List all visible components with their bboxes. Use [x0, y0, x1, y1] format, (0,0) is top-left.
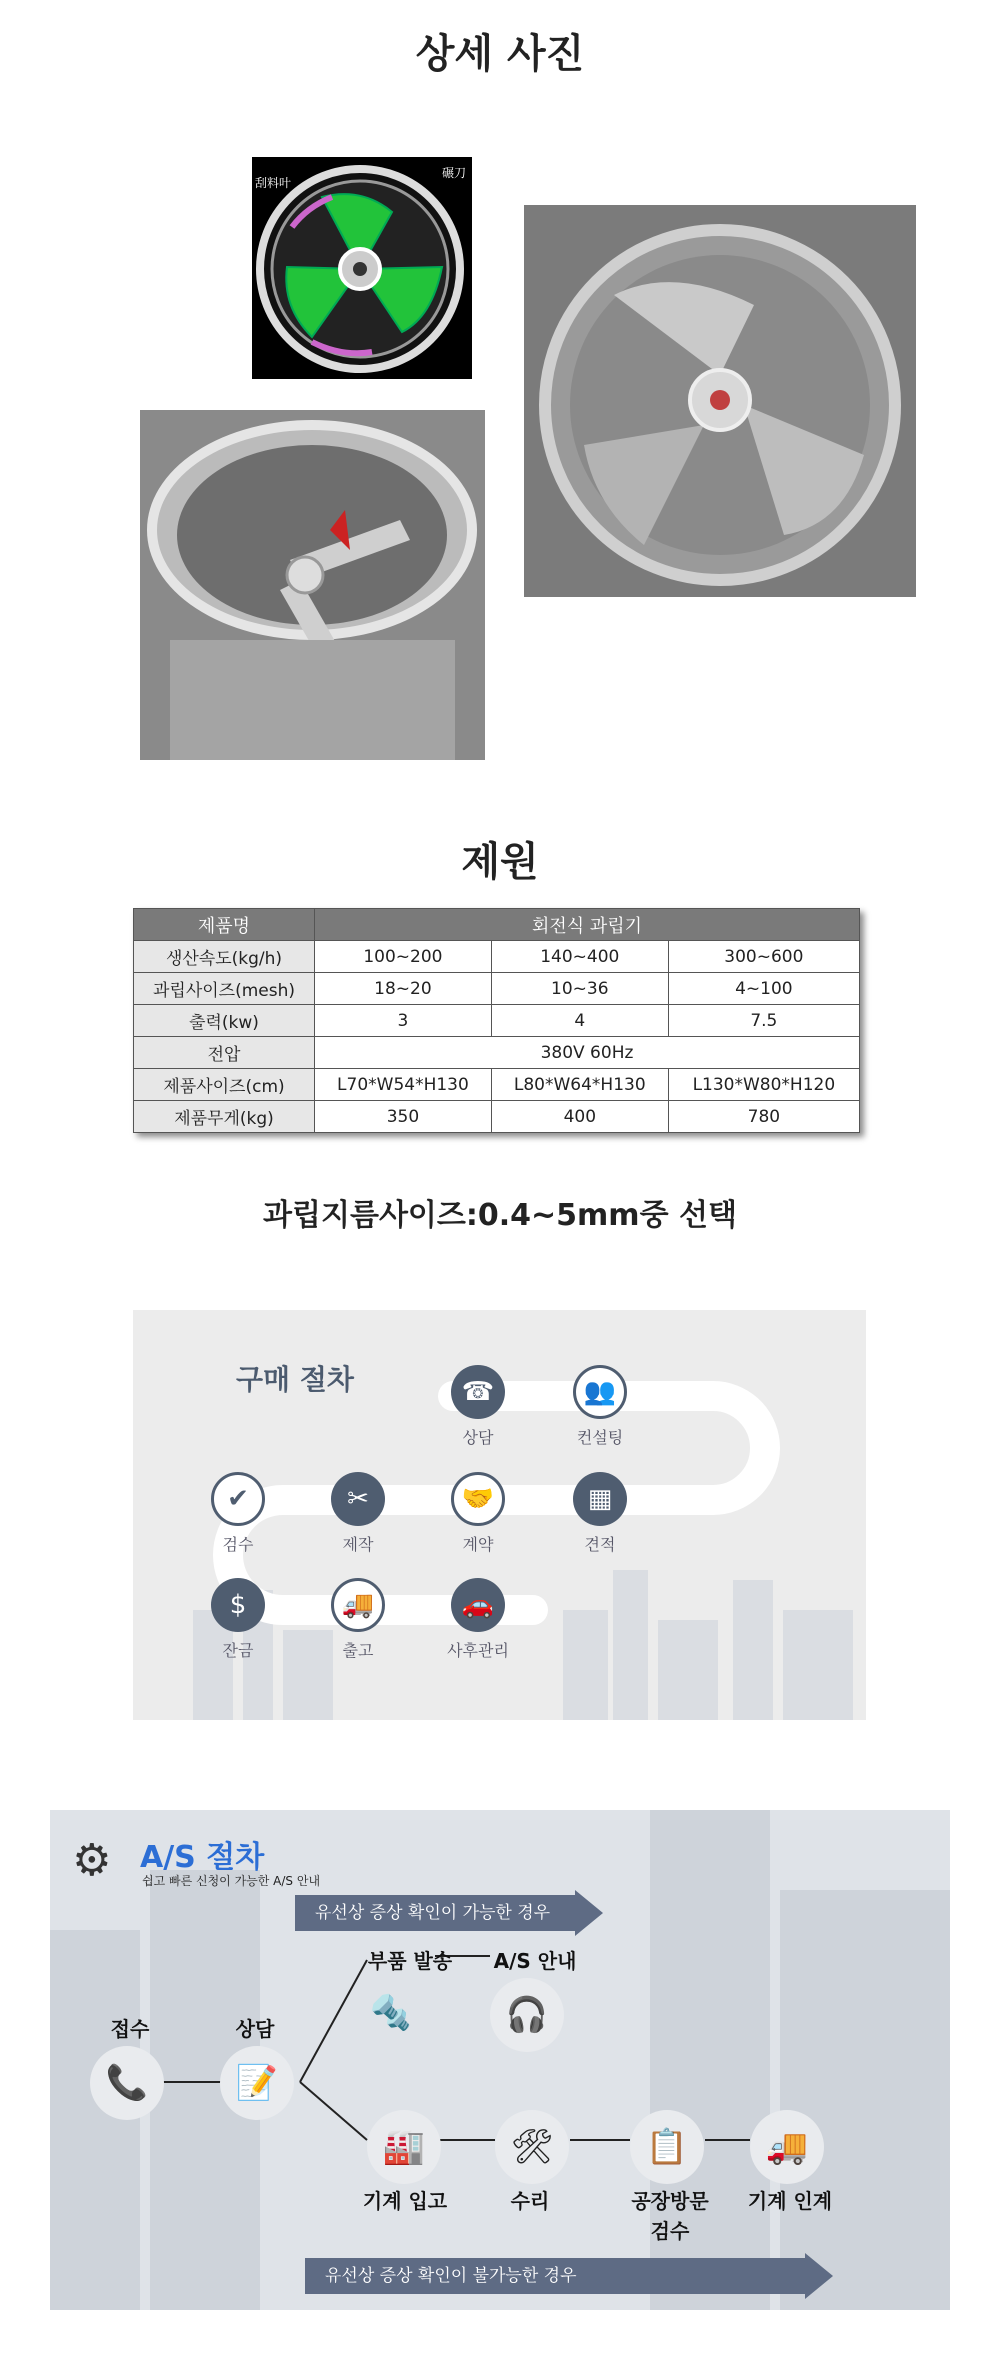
- table-cell: 300~600: [668, 941, 859, 973]
- handshake-icon: 🤝: [451, 1472, 505, 1526]
- conveyor-icon: 🏭: [367, 2110, 441, 2184]
- delivery-truck-icon: 🚚: [750, 2110, 824, 2184]
- phone-icon: 📞: [90, 2046, 164, 2120]
- row-label: 출력(kw): [134, 1005, 315, 1037]
- row-label: 제품무게(kg): [134, 1101, 315, 1133]
- step-balance: $ 잔금: [203, 1578, 273, 1661]
- photo-label-right: 碾刀: [442, 166, 467, 180]
- table-row: [134, 941, 860, 973]
- table-cell: 18~20: [315, 973, 492, 1005]
- table-header-label: 제품명: [134, 909, 315, 941]
- step-production: ✂ 제작: [323, 1472, 393, 1555]
- particle-size-note: 과립지름사이즈:0.4~5mm중 선택: [263, 1198, 737, 1233]
- label-guide: A/S 안내: [493, 1949, 577, 1973]
- table-cell: 4: [491, 1005, 668, 1037]
- repair-tools-icon: 🛠: [495, 2110, 569, 2184]
- bar-bottom: 유선상 증상 확인이 불가능한 경우: [305, 2258, 805, 2294]
- step-contract: 🤝 계약: [443, 1472, 513, 1555]
- arrow-right-icon: [575, 1890, 603, 1936]
- step-quote: ▦ 견적: [565, 1472, 635, 1555]
- label-machine-in: 기계 입고: [362, 2189, 448, 2213]
- row-label: 과립사이즈(mesh): [134, 973, 315, 1005]
- gear-icon: ⚙: [72, 1835, 112, 1886]
- car-repair-icon: 🚗: [451, 1578, 505, 1632]
- row-label: 제품사이즈(cm): [134, 1069, 315, 1101]
- photo-label-left: 刮料叶: [255, 176, 292, 190]
- table-cell: 400: [491, 1101, 668, 1133]
- headset-icon: 🎧: [490, 1978, 564, 2052]
- calculator-icon: ▦: [573, 1472, 627, 1526]
- purchase-procedure-panel: [133, 1310, 866, 1720]
- step-aftercare: 🚗 사후관리: [443, 1578, 513, 1661]
- spec-table: [133, 908, 860, 1133]
- table-row: [134, 1037, 860, 1069]
- step-consult: ☎ 상담: [443, 1365, 513, 1448]
- label-parts: 부품 발송: [367, 1949, 453, 1973]
- label-consult: 상담: [235, 2017, 275, 2041]
- as-procedure-panel: [50, 1810, 950, 2310]
- bar-top: 유선상 증상 확인이 가능한 경우: [295, 1895, 575, 1931]
- table-row: [134, 1069, 860, 1101]
- step-shipping: 🚚 출고: [323, 1578, 393, 1661]
- phone-icon: ☎: [451, 1365, 505, 1419]
- table-row: [134, 973, 860, 1005]
- label-inspection: 검수: [650, 2219, 690, 2243]
- table-cell: L130*W80*H120: [668, 1069, 859, 1101]
- table-cell: 3: [315, 1005, 492, 1037]
- table-cell: 4~100: [668, 973, 859, 1005]
- arrow-right-icon: [805, 2253, 833, 2299]
- step-inspection: ✔ 검수: [203, 1472, 273, 1555]
- label-repair: 수리: [510, 2189, 550, 2213]
- tools-icon: ✂: [331, 1472, 385, 1526]
- impeller-diagram-photo: [252, 157, 472, 379]
- as-subtitle: 쉽고 빠른 신청이 가능한 A/S 안내: [142, 1874, 321, 1888]
- label-deliver: 기계 인계: [747, 2189, 833, 2213]
- table-cell: 350: [315, 1101, 492, 1133]
- document-edit-icon: 📝: [220, 2046, 294, 2120]
- table-cell: 7.5: [668, 1005, 859, 1037]
- screen-mesh-photo: [140, 410, 485, 760]
- table-cell: 380V 60Hz: [315, 1037, 860, 1069]
- table-cell: 780: [668, 1101, 859, 1133]
- spec-title: 제원: [461, 839, 539, 885]
- row-label: 전압: [134, 1037, 315, 1069]
- clipboard-check-icon: ✔: [211, 1472, 265, 1526]
- inspection-document-icon: 📋: [630, 2110, 704, 2184]
- table-cell: 100~200: [315, 941, 492, 973]
- money-bag-icon: $: [211, 1578, 265, 1632]
- meeting-icon: 👥: [573, 1365, 627, 1419]
- table-cell: L80*W64*H130: [491, 1069, 668, 1101]
- step-consulting: 👥 컨설팅: [565, 1365, 635, 1448]
- table-row: [134, 1101, 860, 1133]
- purchase-title: 구매 절차: [236, 1363, 354, 1396]
- table-cell: 10~36: [491, 973, 668, 1005]
- table-header-value: 회전식 과립기: [315, 909, 860, 941]
- table-row: [134, 1005, 860, 1037]
- photos-title: 상세 사진: [415, 31, 585, 77]
- label-receive: 접수: [110, 2017, 150, 2041]
- grinder-interior-photo: [524, 205, 916, 597]
- bolt-nut-icon: 🔩: [369, 1993, 413, 2033]
- table-header-row: [134, 909, 860, 941]
- table-cell: 140~400: [491, 941, 668, 973]
- truck-icon: 🚚: [331, 1578, 385, 1632]
- table-cell: L70*W54*H130: [315, 1069, 492, 1101]
- as-title: A/S 절차: [140, 1840, 265, 1875]
- label-factory-visit: 공장방문: [631, 2189, 709, 2213]
- row-label: 생산속도(kg/h): [134, 941, 315, 973]
